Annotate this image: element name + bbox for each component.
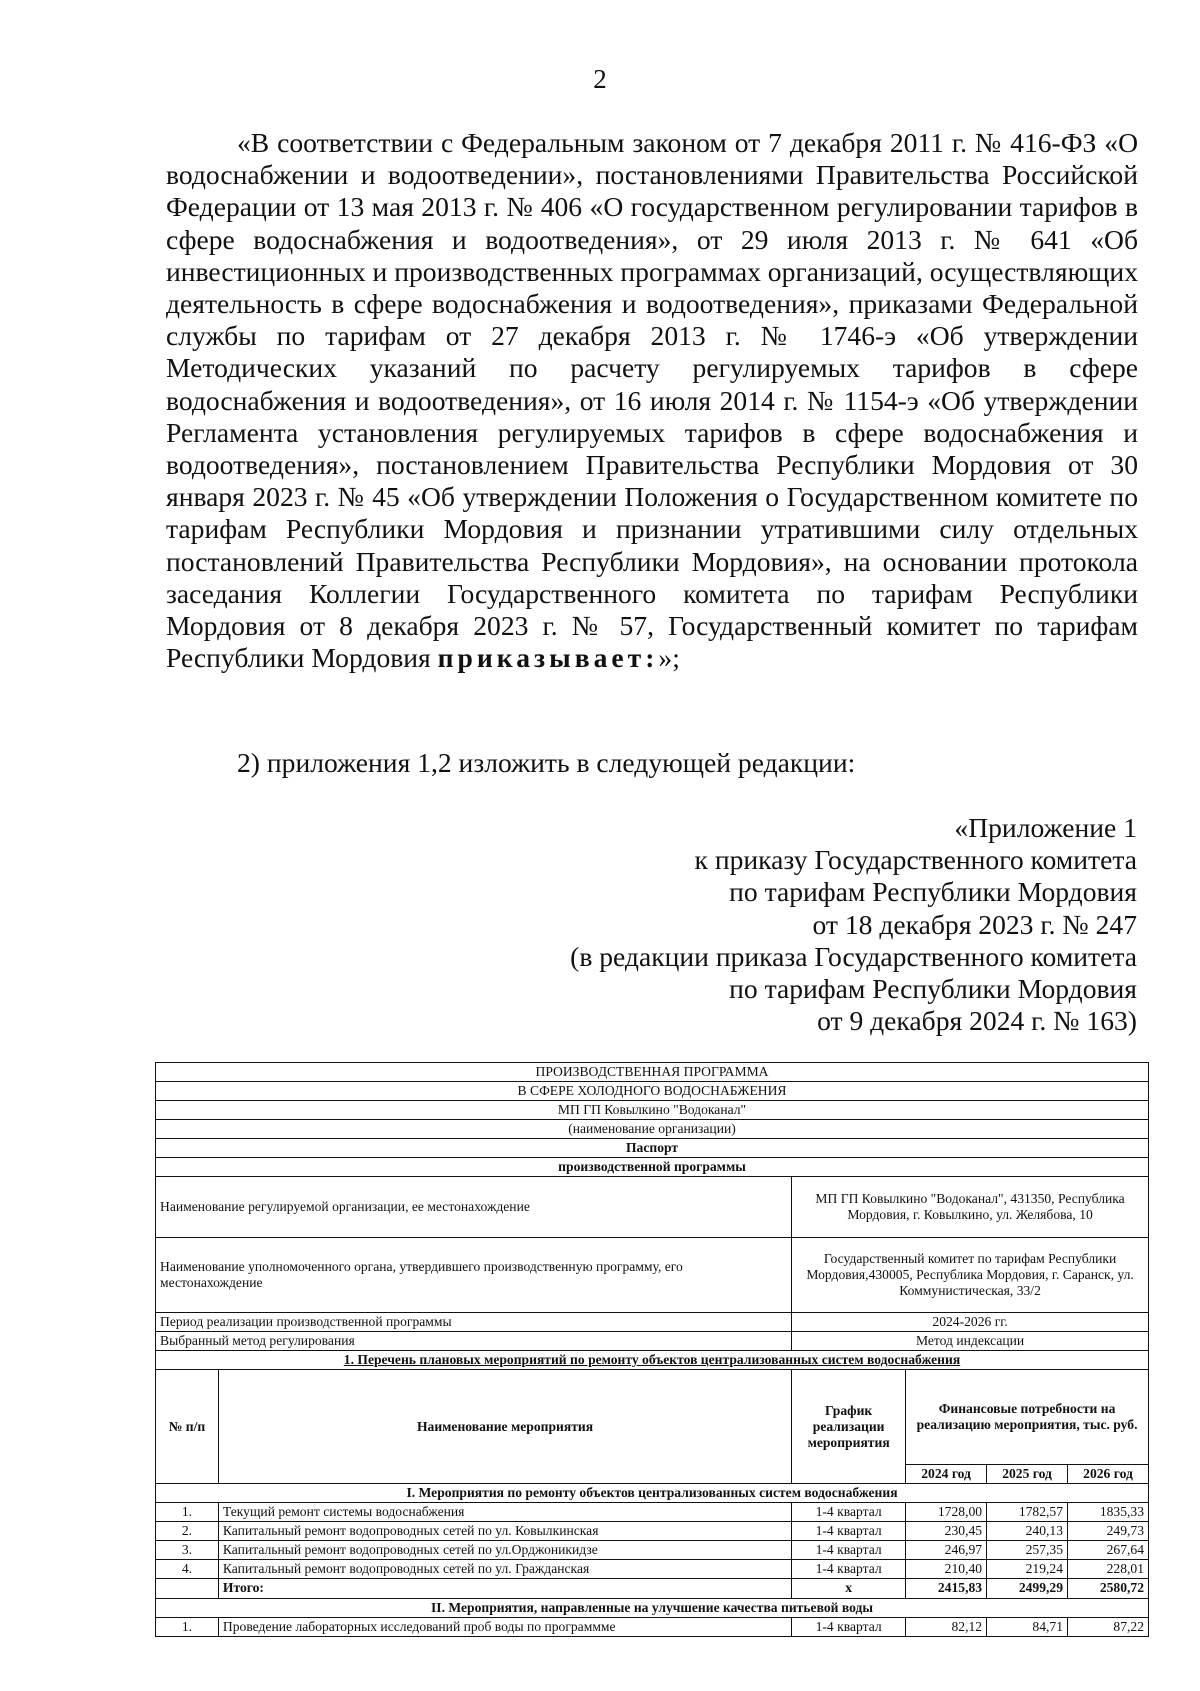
row-value-2025: 257,35 <box>987 1541 1068 1560</box>
info-value: Метод индексации <box>792 1332 1149 1351</box>
group-1-title: I. Мероприятия по ремонту объектов централизованных систем водоснабжения <box>156 1484 1149 1503</box>
row-activity: Текущий ремонт системы водоснабжения <box>218 1503 791 1522</box>
total-row <box>156 1579 1149 1598</box>
info-row <box>156 1313 1149 1332</box>
row-schedule: 1-4 квартал <box>792 1560 906 1579</box>
appendix-line: по тарифам Республики Мордовия <box>729 973 1137 1005</box>
appendix-line: (в редакции приказа Государственного комитета <box>570 940 1137 972</box>
row-schedule: 1-4 квартал <box>792 1541 906 1560</box>
column-header-row <box>156 1370 1149 1465</box>
production-program-table <box>155 1062 1149 1637</box>
row-value-2025: 240,13 <box>987 1522 1068 1541</box>
total-schedule: х <box>792 1579 906 1598</box>
preamble-text: «В соответствии с Федеральным законом от 7 декабря 2011 г. № 416-ФЗ «О водоснабжении и водоотведении», постановлениями Правительства Российской Федерации от 13 мая 2013 г. № 406 «О государственном регулировании тарифов в сфере водоснабжения и водоотведения», от 29 июля 2013 г. № 641 «Об инвестиционных и производственных программах организаций, осуществляющих деятельность в сфере водоснабжения и водоотведения», приказами Федеральной службы по тарифам от 27 декабря 2013 г. № 1746-э «Об утверждении Методических указаний по расчету регулируемых тарифов в сфере водоснабжения и водоотведения», от 16 июля 2014 г. № 1154-э «Об утверждении Регламента установления регулируемых тарифов в сфере водоснабжения и водоотведения», постановлением Правительства Республики Мордовия от 30 января 2023 г. № 45 «Об утверждении Положения о Государственном комитете по тарифам Республики Мордовия и признании утратившими силу отдельных постановлений Правительства Республики Мордовия», на основании протокола заседания Коллегии Государственного комитета по тарифам Республики Мордовия от 8 декабря 2023 г. № 57, Государственный комитет по тарифам Республики Мордовия <box>166 127 1138 674</box>
organization-caption: (наименование организации) <box>156 1120 1149 1139</box>
info-label: Наименование уполномоченного органа, утвердившего производственную программу, его местонахождение <box>156 1238 792 1313</box>
passport-subheading: производственной программы <box>156 1158 1149 1177</box>
table-row <box>156 1503 1149 1522</box>
info-value: МП ГП Ковылкино "Водоканал", 431350, Республика Мордовия, г. Ковылкино, ул. Желябова, 10 <box>792 1177 1149 1238</box>
passport-heading: Паспорт <box>156 1139 1149 1158</box>
row-value-2026: 1835,33 <box>1068 1503 1149 1522</box>
appendix-line: от 18 декабря 2023 г. № 247 <box>812 908 1137 940</box>
row-value-2024: 82,12 <box>906 1617 987 1636</box>
preamble-paragraph <box>166 127 1138 674</box>
row-number: 2. <box>156 1522 219 1541</box>
row-schedule: 1-4 квартал <box>792 1503 906 1522</box>
row-value-2026: 267,64 <box>1068 1541 1149 1560</box>
row-value-2026: 249,73 <box>1068 1522 1149 1541</box>
table-row <box>156 1541 1149 1560</box>
total-value-2025: 2499,29 <box>987 1579 1068 1598</box>
header-schedule: График реализации мероприятия <box>792 1370 906 1484</box>
row-activity: Капитальный ремонт водопроводных сетей по ул. Ковылкинская <box>218 1522 791 1541</box>
row-activity: Капитальный ремонт водопроводных сетей по ул.Орджоникидзе <box>218 1541 791 1560</box>
row-value-2024: 210,40 <box>906 1560 987 1579</box>
table-title: ПРОИЗВОДСТВЕННАЯ ПРОГРАММА <box>156 1063 1149 1082</box>
row-value-2024: 230,45 <box>906 1522 987 1541</box>
header-year: 2026 год <box>1068 1465 1149 1484</box>
row-activity: Капитальный ремонт водопроводных сетей по ул. Гражданская <box>218 1560 791 1579</box>
row-value-2026: 228,01 <box>1068 1560 1149 1579</box>
row-value-2026: 87,22 <box>1068 1617 1149 1636</box>
info-row <box>156 1177 1149 1238</box>
row-value-2025: 1782,57 <box>987 1503 1068 1522</box>
table-row <box>156 1560 1149 1579</box>
row-value-2024: 246,97 <box>906 1541 987 1560</box>
info-row <box>156 1332 1149 1351</box>
row-value-2024: 1728,00 <box>906 1503 987 1522</box>
row-number: 3. <box>156 1541 219 1560</box>
order-keyword: приказывает: <box>437 642 659 674</box>
total-value-2026: 2580,72 <box>1068 1579 1149 1598</box>
appendix-line: по тарифам Республики Мордовия <box>729 876 1137 908</box>
total-empty-cell <box>156 1579 219 1598</box>
row-number: 1. <box>156 1503 219 1522</box>
page-number: 2 <box>593 64 607 94</box>
header-number: № п/п <box>156 1370 219 1484</box>
info-row <box>156 1238 1149 1313</box>
info-value: 2024-2026 гг. <box>792 1313 1149 1332</box>
row-schedule: 1-4 квартал <box>792 1617 906 1636</box>
appendix-line: «Приложение 1 <box>954 812 1137 843</box>
info-value: Государственный комитет по тарифам Республики Мордовия,430005, Республика Мордовия, г. Саранск, ул. Коммунистическая, 33/2 <box>792 1238 1149 1313</box>
group-2-title: II. Мероприятия, направленные на улучшение качества питьевой воды <box>156 1598 1149 1617</box>
row-number: 1. <box>156 1617 219 1636</box>
appendix-header <box>570 812 1137 1037</box>
row-value-2025: 84,71 <box>987 1617 1068 1636</box>
info-label: Период реализации производственной программы <box>156 1313 792 1332</box>
info-label: Выбранный метод регулирования <box>156 1332 792 1351</box>
preamble-ending: »; <box>658 642 680 674</box>
row-activity: Проведение лабораторных исследований проб воды по программме <box>218 1617 791 1636</box>
table-subtitle: В СФЕРЕ ХОЛОДНОГО ВОДОСНАБЖЕНИЯ <box>156 1082 1149 1101</box>
table-row <box>156 1522 1149 1541</box>
info-label: Наименование регулируемой организации, ее местонахождение <box>156 1177 792 1238</box>
section-1-title: 1. Перечень плановых мероприятий по ремонту объектов централизованных систем водоснабжения <box>156 1351 1149 1370</box>
header-year: 2024 год <box>906 1465 987 1484</box>
appendix-line: к приказу Государственного комитета <box>694 844 1137 876</box>
row-schedule: 1-4 квартал <box>792 1522 906 1541</box>
organization-name: МП ГП Ковылкино "Водоканал" <box>156 1101 1149 1120</box>
row-number: 4. <box>156 1560 219 1579</box>
header-finance: Финансовые потребности на реализацию мероприятия, тыс. руб. <box>906 1370 1149 1465</box>
row-value-2025: 219,24 <box>987 1560 1068 1579</box>
header-activity-name: Наименование мероприятия <box>218 1370 791 1484</box>
appendix-line: от 9 декабря 2024 г. № 163) <box>817 1005 1137 1037</box>
item-2-text: 2) приложения 1,2 изложить в следующей редакции: <box>237 747 856 778</box>
table-row <box>156 1617 1149 1636</box>
total-value-2024: 2415,83 <box>906 1579 987 1598</box>
total-label: Итого: <box>218 1579 791 1598</box>
header-year: 2025 год <box>987 1465 1068 1484</box>
